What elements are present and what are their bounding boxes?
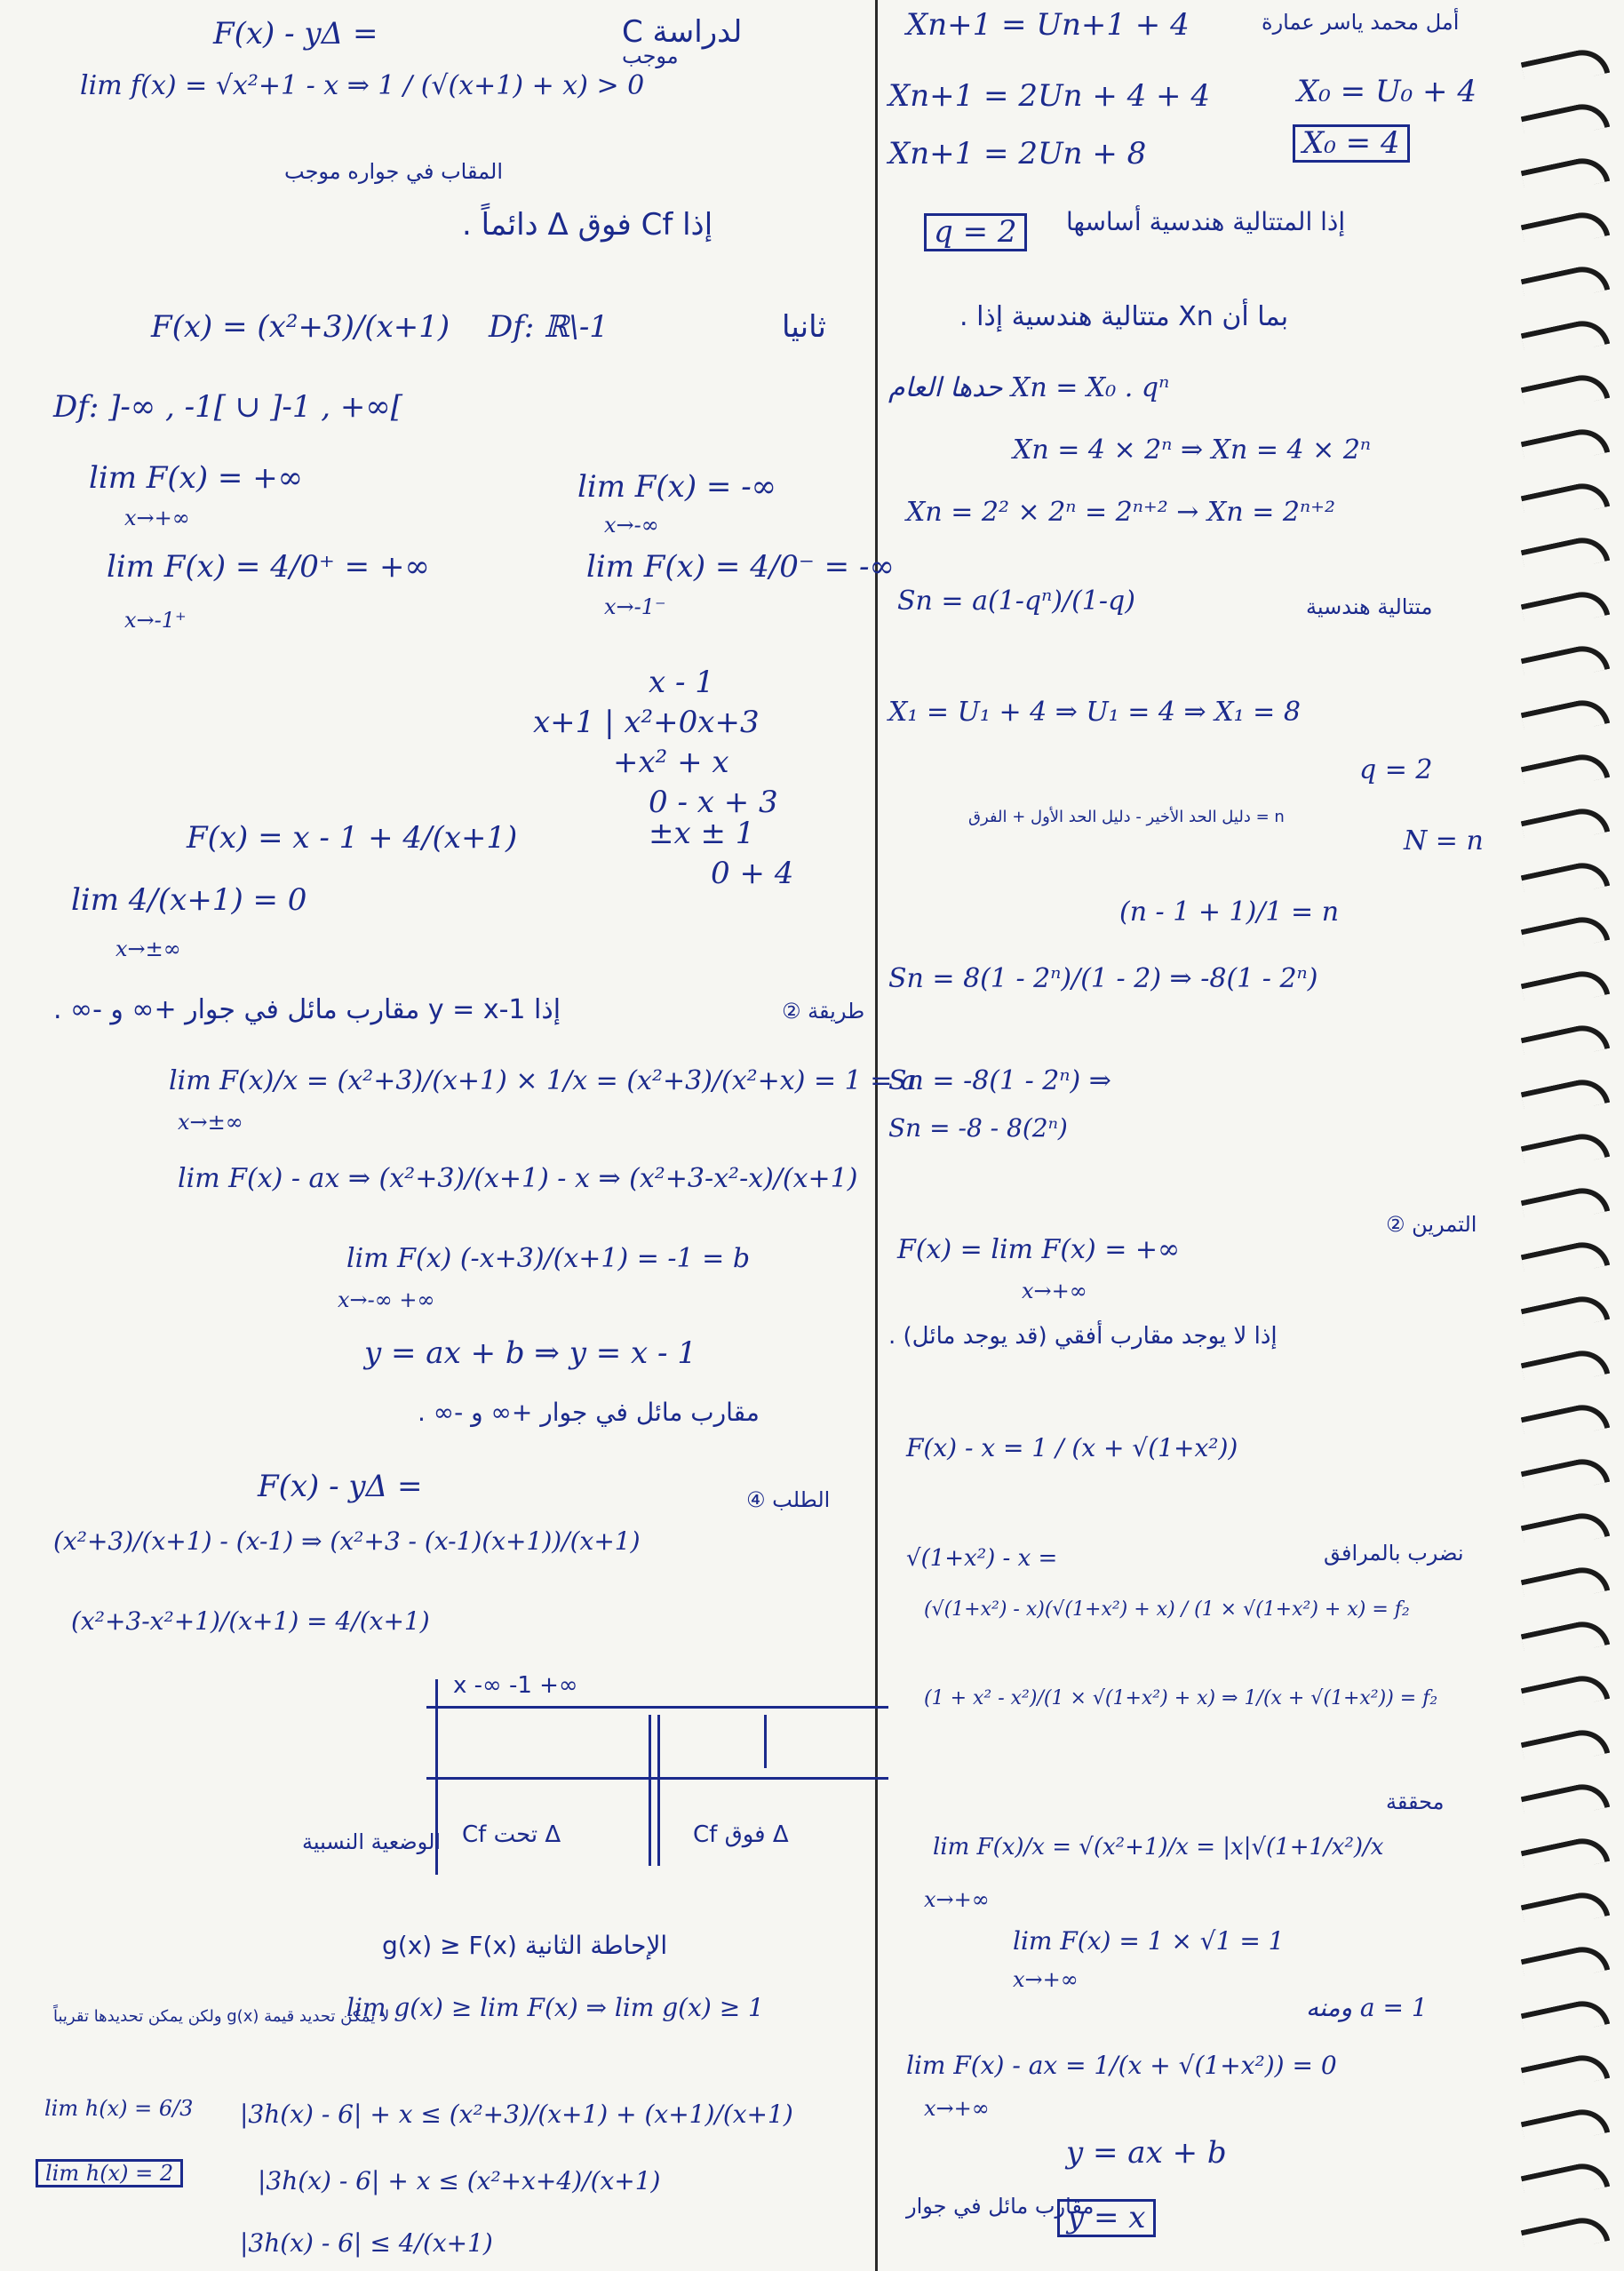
note-line: F(x) = (x²+3)/(x+1) bbox=[151, 309, 450, 345]
note-line: lim f(x) = √x²+1 - x ⇒ 1 / (√(x+1) + x) > 0 bbox=[80, 70, 645, 101]
spiral-ring bbox=[1521, 1074, 1611, 1120]
note-line: x→±∞ bbox=[178, 1110, 243, 1135]
note-line: 0 + 4 bbox=[711, 856, 794, 891]
spiral-ring bbox=[1521, 695, 1611, 740]
note-line: F(x) - x = 1 / (x + √(1+x²)) bbox=[906, 1433, 1238, 1462]
sign-table bbox=[426, 1672, 888, 1875]
note-line: x+1 | x²+0x+3 bbox=[533, 705, 760, 740]
spiral-ring bbox=[1521, 478, 1611, 523]
spiral-ring bbox=[1521, 1345, 1611, 1390]
note-line: (x²+3)/(x+1) - (x-1) ⇒ (x²+3 - (x-1)(x+1))/(x+1) bbox=[53, 1526, 641, 1556]
note-line: x→-∞ bbox=[604, 513, 659, 538]
sign-table-header: x -∞ -1 +∞ bbox=[453, 1672, 578, 1699]
spiral-ring bbox=[1521, 586, 1611, 632]
spiral-ring bbox=[1521, 857, 1611, 903]
note-line: lim F(x) = -∞ bbox=[577, 469, 777, 505]
note-line: F(x) - yΔ = bbox=[258, 1469, 423, 1504]
note-line: Xn = 2² × 2ⁿ = 2ⁿ⁺² → Xn = 2ⁿ⁺² bbox=[906, 497, 1335, 528]
spiral-binding bbox=[1500, 0, 1624, 2271]
spiral-ring bbox=[1521, 912, 1611, 957]
spiral-ring bbox=[1521, 641, 1611, 686]
spiral-ring bbox=[1521, 1941, 1611, 1987]
note-line: (x²+3-x²+1)/(x+1) = 4/(x+1) bbox=[71, 1606, 430, 1636]
left-column bbox=[36, 9, 917, 2262]
note-line: x→-∞ +∞ bbox=[338, 1287, 435, 1312]
note-line: ثانيا bbox=[782, 309, 826, 345]
note-line: lim h(x) = 6/3 bbox=[44, 2096, 194, 2121]
spiral-ring bbox=[1521, 966, 1611, 1011]
note-line: x - 1 bbox=[649, 665, 714, 700]
note-line: Sn = a(1-qⁿ)/(1-q) bbox=[897, 586, 1135, 617]
note-line: إذا Cf فوق Δ دائماً . bbox=[462, 207, 713, 243]
sign-table-above: Cf فوق Δ bbox=[693, 1821, 789, 1848]
note-line: (n - 1 + 1)/1 = n bbox=[1119, 896, 1340, 928]
note-line: F(x) = x - 1 + 4/(x+1) bbox=[187, 820, 518, 856]
note-line: التمرين ② bbox=[1386, 1212, 1477, 1237]
note-line: √(1+x²) - x = bbox=[906, 1545, 1058, 1572]
note-line: x→-1⁻ bbox=[604, 594, 666, 619]
note-line: محققة bbox=[1386, 1789, 1445, 1814]
right-column bbox=[888, 9, 1501, 2262]
note-line: إذا المتتالية هندسية أساسها bbox=[1066, 207, 1346, 236]
spiral-ring bbox=[1521, 1562, 1611, 1607]
spiral-ring bbox=[1521, 1128, 1611, 1174]
note-line: طريقة ② bbox=[782, 999, 865, 1024]
note-line: |3h(x) - 6| ≤ 4/(x+1) bbox=[240, 2228, 493, 2258]
spiral-ring bbox=[1521, 2158, 1611, 2203]
spiral-ring bbox=[1521, 1996, 1611, 2041]
spiral-ring bbox=[1521, 207, 1611, 252]
note-line: (1 + x² - x²)/(1 × √(1+x²) + x) ⇒ 1/(x + √(1+x²)) = f₂ bbox=[924, 1687, 1438, 1709]
note-line: الإحاطة الثانية g(x) ≥ F(x) bbox=[382, 1931, 668, 1960]
spiral-ring bbox=[1521, 749, 1611, 794]
note-line: y = ax + b ⇒ y = x - 1 bbox=[364, 1335, 697, 1371]
note-line: lim F(x) = 4/0⁺ = +∞ bbox=[107, 549, 430, 585]
spiral-ring bbox=[1521, 153, 1611, 198]
note-line: ±x ± 1 bbox=[649, 816, 755, 851]
note-line: |3h(x) - 6| + x ≤ (x²+3)/(x+1) + (x+1)/(x+1) bbox=[240, 2100, 793, 2129]
note-line: y = ax + b bbox=[1066, 2135, 1227, 2171]
note-line: lim F(x) (-x+3)/(x+1) = -1 = b bbox=[346, 1243, 751, 1274]
spiral-ring bbox=[1521, 1399, 1611, 1445]
note-line: +x² + x bbox=[613, 745, 729, 780]
note-line: x→+∞ bbox=[1022, 1279, 1087, 1303]
note-line: مقارب مائل في جوار bbox=[906, 2194, 1095, 2219]
spiral-ring bbox=[1521, 1887, 1611, 1932]
note-line: x→±∞ bbox=[115, 936, 181, 961]
spiral-ring bbox=[1521, 1183, 1611, 1228]
note-line: Sn = -8 - 8(2ⁿ) bbox=[888, 1113, 1068, 1143]
note-line: ومنه a = 1 bbox=[1306, 1993, 1428, 2022]
note-line: x→+∞ bbox=[924, 1887, 990, 1912]
note-line: حدها العام Xn = X₀ . qⁿ bbox=[888, 372, 1170, 403]
note-line: متتالية هندسية bbox=[1306, 594, 1433, 619]
spiral-ring bbox=[1521, 1779, 1611, 1824]
spiral-ring bbox=[1521, 2050, 1611, 2095]
note-line: n = دليل الحد الأخير - دليل الحد الأول + الفرق bbox=[968, 808, 1285, 826]
note-line: lim F(x) - ax = 1/(x + √(1+x²)) = 0 bbox=[906, 2051, 1337, 2080]
note-line: الطلب ④ bbox=[746, 1487, 831, 1512]
sign-table-below: Cf تحت Δ bbox=[462, 1821, 561, 1848]
note-line: Sn = 8(1 - 2ⁿ)/(1 - 2) ⇒ -8(1 - 2ⁿ) bbox=[888, 963, 1318, 994]
page-divider bbox=[875, 0, 878, 2271]
note-line: بما أن Xn متتالية هندسية إذا . bbox=[959, 301, 1289, 332]
note-line: إذا y = x-1 مقارب مائل في جوار +∞ و -∞ . bbox=[53, 994, 561, 1025]
note-line: موجب bbox=[622, 44, 679, 68]
note-line: lim g(x) ≥ lim F(x) ⇒ lim g(x) ≥ 1 bbox=[346, 1993, 764, 2022]
note-line: أمل محمد ياسر عمارة bbox=[1262, 10, 1460, 35]
spiral-ring bbox=[1521, 44, 1611, 90]
note-line: نضرب بالمرافق bbox=[1324, 1541, 1464, 1566]
note-line: Xn+1 = 2Un + 4 + 4 bbox=[888, 78, 1210, 114]
spiral-ring bbox=[1521, 99, 1611, 144]
spiral-ring bbox=[1521, 424, 1611, 469]
note-line: x→+∞ bbox=[124, 506, 190, 530]
note-line: lim F(x) = 4/0⁻ = -∞ bbox=[586, 549, 895, 585]
note-line: F(x) - yΔ = bbox=[213, 16, 378, 52]
note-line: lim F(x)/x = (x²+3)/(x+1) × 1/x = (x²+3)/(x²+x) = 1 = a bbox=[169, 1065, 917, 1096]
spiral-ring bbox=[1521, 803, 1611, 849]
note-line: lim F(x) = 1 × √1 = 1 bbox=[1013, 1926, 1285, 1956]
spiral-ring bbox=[1521, 532, 1611, 578]
spiral-ring bbox=[1521, 1237, 1611, 1282]
note-line: 0 - x + 3 bbox=[649, 785, 778, 820]
note-line: x→-1⁺ bbox=[124, 608, 187, 633]
note-line: Df: ]-∞ , -1[ ∪ ]-1 , +∞[ bbox=[53, 389, 402, 425]
note-line: Xn = 4 × 2ⁿ ⇒ Xn = 4 × 2ⁿ bbox=[1013, 434, 1372, 466]
note-line: لدراسة C bbox=[622, 14, 743, 50]
answer-box: y = x bbox=[1057, 2199, 1156, 2237]
note-line: Df: ℝ\-1 bbox=[489, 309, 609, 345]
note-line: مقارب مائل في جوار +∞ و -∞ . bbox=[418, 1398, 760, 1427]
spiral-ring bbox=[1521, 1833, 1611, 1878]
answer-box: X₀ = 4 bbox=[1293, 124, 1410, 163]
note-line: المقاب في جواره موجب bbox=[284, 159, 503, 184]
spiral-ring bbox=[1521, 370, 1611, 415]
note-line: F(x) = lim F(x) = +∞ bbox=[897, 1234, 1181, 1265]
note-line: X₀ = U₀ + 4 bbox=[1297, 74, 1477, 109]
answer-box: q = 2 bbox=[924, 213, 1027, 251]
note-line: lim 4/(x+1) = 0 bbox=[71, 882, 307, 918]
note-line: x→+∞ bbox=[924, 2096, 990, 2121]
note-line: Xn+1 = Un+1 + 4 bbox=[906, 7, 1190, 43]
note-line: إذا لا يوجد مقارب أفقي (قد يوجد مائل) . bbox=[888, 1323, 1278, 1350]
spiral-ring bbox=[1521, 1725, 1611, 1770]
note-line: lim F(x) - ax ⇒ (x²+3)/(x+1) - x ⇒ (x²+3-x²-x)/(x+1) bbox=[178, 1163, 858, 1194]
note-line: lim F(x)/x = √(x²+1)/x = |x|√(1+1/x²)/x bbox=[933, 1834, 1384, 1861]
spiral-ring bbox=[1521, 2104, 1611, 2149]
note-line: |3h(x) - 6| + x ≤ (x²+x+4)/(x+1) bbox=[258, 2166, 661, 2195]
spiral-ring bbox=[1521, 261, 1611, 307]
spiral-ring bbox=[1521, 1670, 1611, 1716]
note-line: lim F(x) = +∞ bbox=[89, 460, 304, 496]
spiral-ring bbox=[1521, 315, 1611, 361]
note-line: Sn = -8(1 - 2ⁿ) ⇒ bbox=[888, 1065, 1111, 1096]
spiral-ring bbox=[1521, 1616, 1611, 1661]
note-line: N = n bbox=[1404, 825, 1484, 857]
spiral-ring bbox=[1521, 2212, 1611, 2258]
note-line: x→+∞ bbox=[1013, 1967, 1079, 1992]
answer-box: lim h(x) = 2 bbox=[36, 2159, 183, 2187]
note-line: لا يمكن تحديد قيمة g(x) ولكن يمكن تحديدها تقريباً bbox=[53, 2007, 390, 2026]
note-line: (√(1+x²) - x)(√(1+x²) + x) / (1 × √(1+x²) + x) = f₂ bbox=[924, 1598, 1410, 1621]
note-line: الوضعية النسبية bbox=[302, 1829, 442, 1854]
spiral-ring bbox=[1521, 1020, 1611, 1065]
spiral-ring bbox=[1521, 1508, 1611, 1553]
spiral-ring bbox=[1521, 1454, 1611, 1499]
spiral-ring bbox=[1521, 1291, 1611, 1336]
note-line: X₁ = U₁ + 4 ⇒ U₁ = 4 ⇒ X₁ = 8 bbox=[888, 697, 1301, 728]
note-line: Xn+1 = 2Un + 8 bbox=[888, 136, 1147, 171]
note-line: q = 2 bbox=[1359, 754, 1433, 785]
